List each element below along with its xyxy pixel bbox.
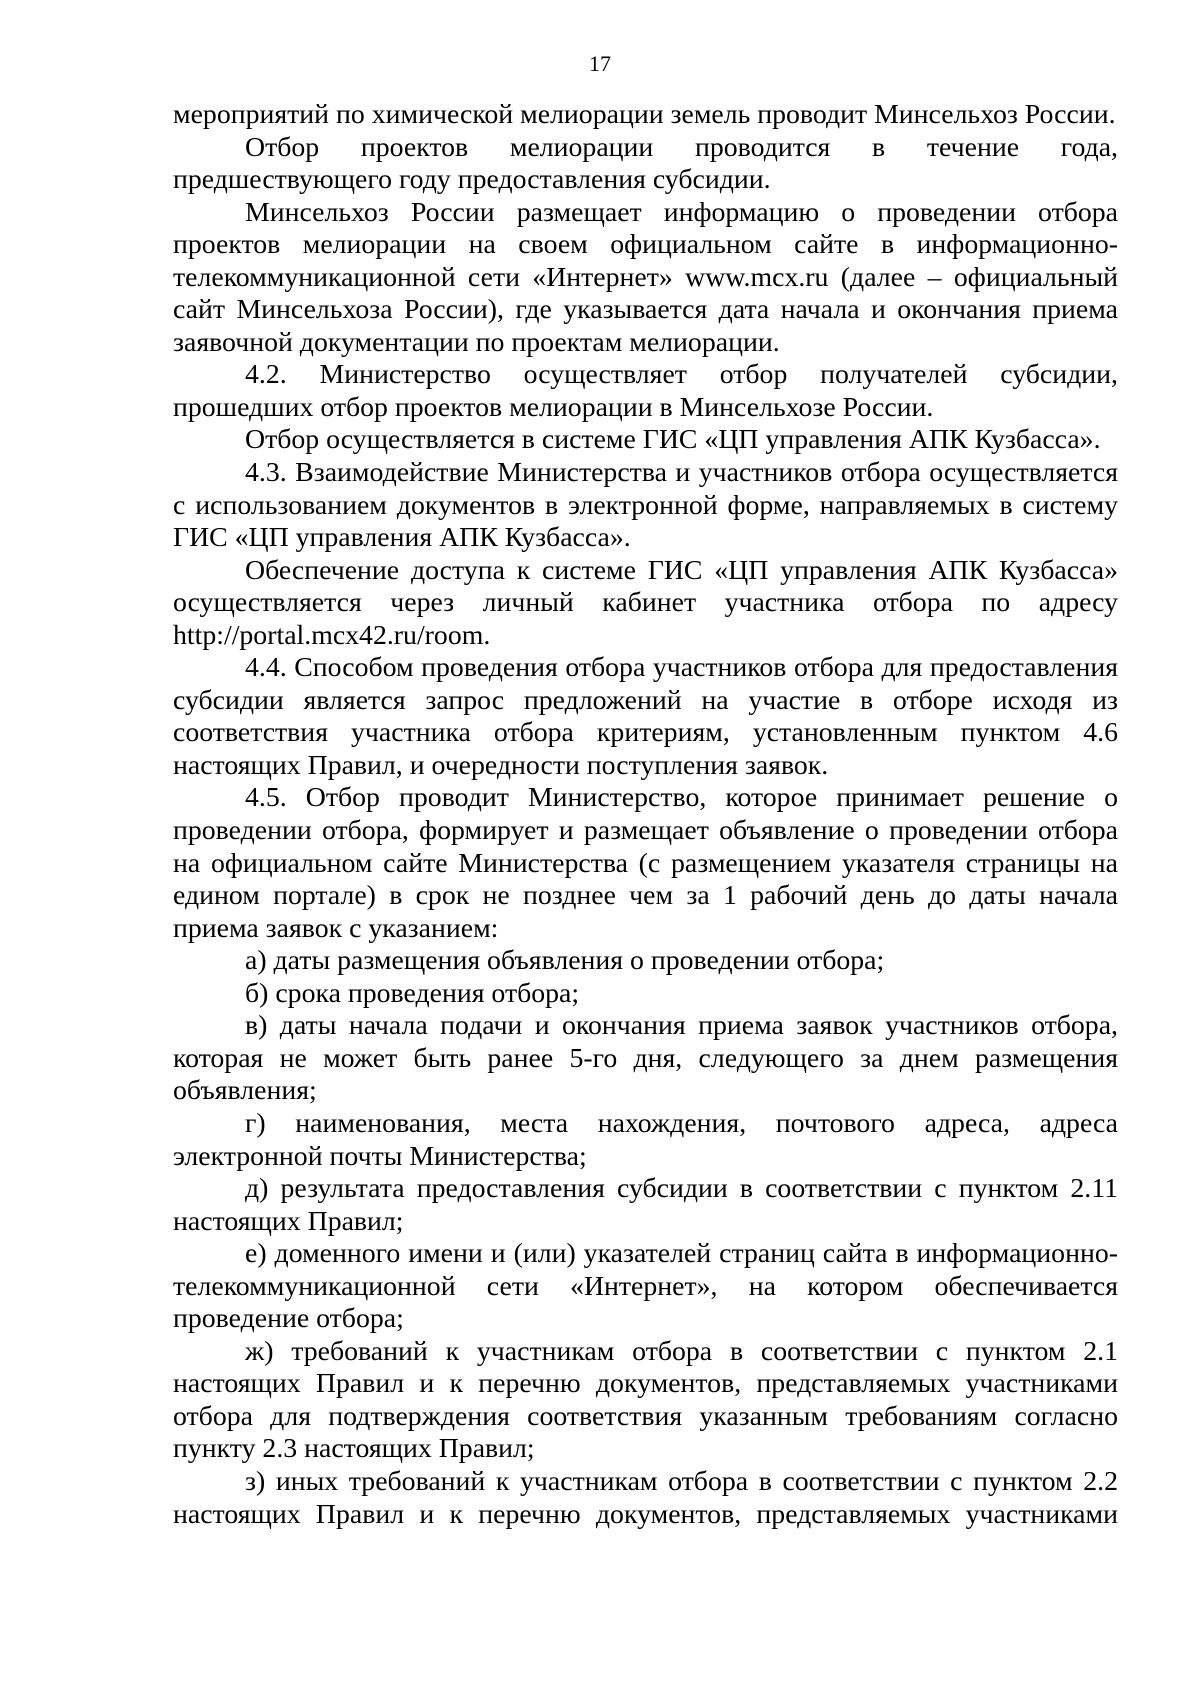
list-item-zh: ж) требований к участникам отбора в соответствии с пунктом 2.1 настоящих Правил и к перечню документов, представляемых участниками отбора для подтверждения соответствия указанным требованиям согласно пункту 2.3 настоящих Правил;: [173, 1335, 1118, 1465]
list-item-a: а) даты размещения объявления о проведении отбора;: [245, 945, 885, 977]
document-body: [173, 99, 1118, 1531]
paragraph-4-3: 4.3. Взаимодействие Министерства и участников отбора осуществляется с использованием документов в электронной форме, направляемых в систему ГИС «ЦП управления АПК Кузбасса».: [173, 457, 1118, 554]
paragraph-selection-period: Отбор проектов мелиорации проводится в течение года, предшествующего году предоставления субсидии.: [173, 131, 1118, 196]
paragraph-4-5: 4.5. Отбор проводит Министерство, которое принимает решение о проведении отбора, формирует и размещает объявление о проведении отбора на официальном сайте Министерства (с размещением указателя страницы на едином портале) в срок не позднее чем за 1 рабочий день до даты начала приема заявок с указанием:: [173, 782, 1118, 944]
paragraph-4-4: 4.4. Способом проведения отбора участников отбора для предоставления субсидии является запрос предложений на участие в отборе исходя из соответствия участника отбора критериям, установленным пунктом 4.6 настоящих Правил, и очередности поступления заявок.: [173, 652, 1118, 781]
list-item-g: г) наименования, места нахождения, почтового адреса, адреса электронной почты Министерства;: [173, 1107, 1118, 1172]
list-item-d: д) результата предоставления субсидии в соответствии с пунктом 2.11 настоящих Правил;: [173, 1173, 1118, 1237]
page-number: 17: [589, 51, 611, 76]
paragraph-ministry-info: Минсельхоз России размещает информацию о проведении отбора проектов мелиорации на своем официальном сайте в информационно-телекоммуникационной сети «Интернет» www.mcx.ru (далее – официальный сайт Минсельхоза России), где указывается дата начала и окончания приема заявочной документации по проектам мелиорации.: [173, 196, 1118, 358]
paragraph-access: Обеспечение доступа к системе ГИС «ЦП управления АПК Кузбасса» осуществляется через личный кабинет участника отбора по адресу http://portal.mcx42.ru/room.: [173, 554, 1118, 651]
paragraph-system: Отбор осуществляется в системе ГИС «ЦП управления АПК Кузбасса».: [245, 424, 1101, 456]
list-item-z: з) иных требований к участникам отбора в соответствии с пунктом 2.2 настоящих Правил и к перечню документов, представляемых участниками: [173, 1465, 1118, 1530]
list-item-b: б) срока проведения отбора;: [245, 977, 580, 1009]
list-item-v: в) даты начала подачи и окончания приема заявок участников отбора, которая не может быть ранее 5-го дня, следующего за днем размещения объявления;: [173, 1010, 1118, 1107]
paragraph-4-2: 4.2. Министерство осуществляет отбор получателей субсидии, прошедших отбор проектов мелиорации в Минсельхозе России.: [173, 359, 1118, 423]
list-item-e: е) доменного имени и (или) указателей страниц сайта в информационно-телекоммуникационной сети «Интернет», на котором обеспечивается проведение отбора;: [173, 1238, 1118, 1335]
paragraph-continuation: мероприятий по химической мелиорации земель проводит Минсельхоз России.: [173, 99, 1116, 130]
